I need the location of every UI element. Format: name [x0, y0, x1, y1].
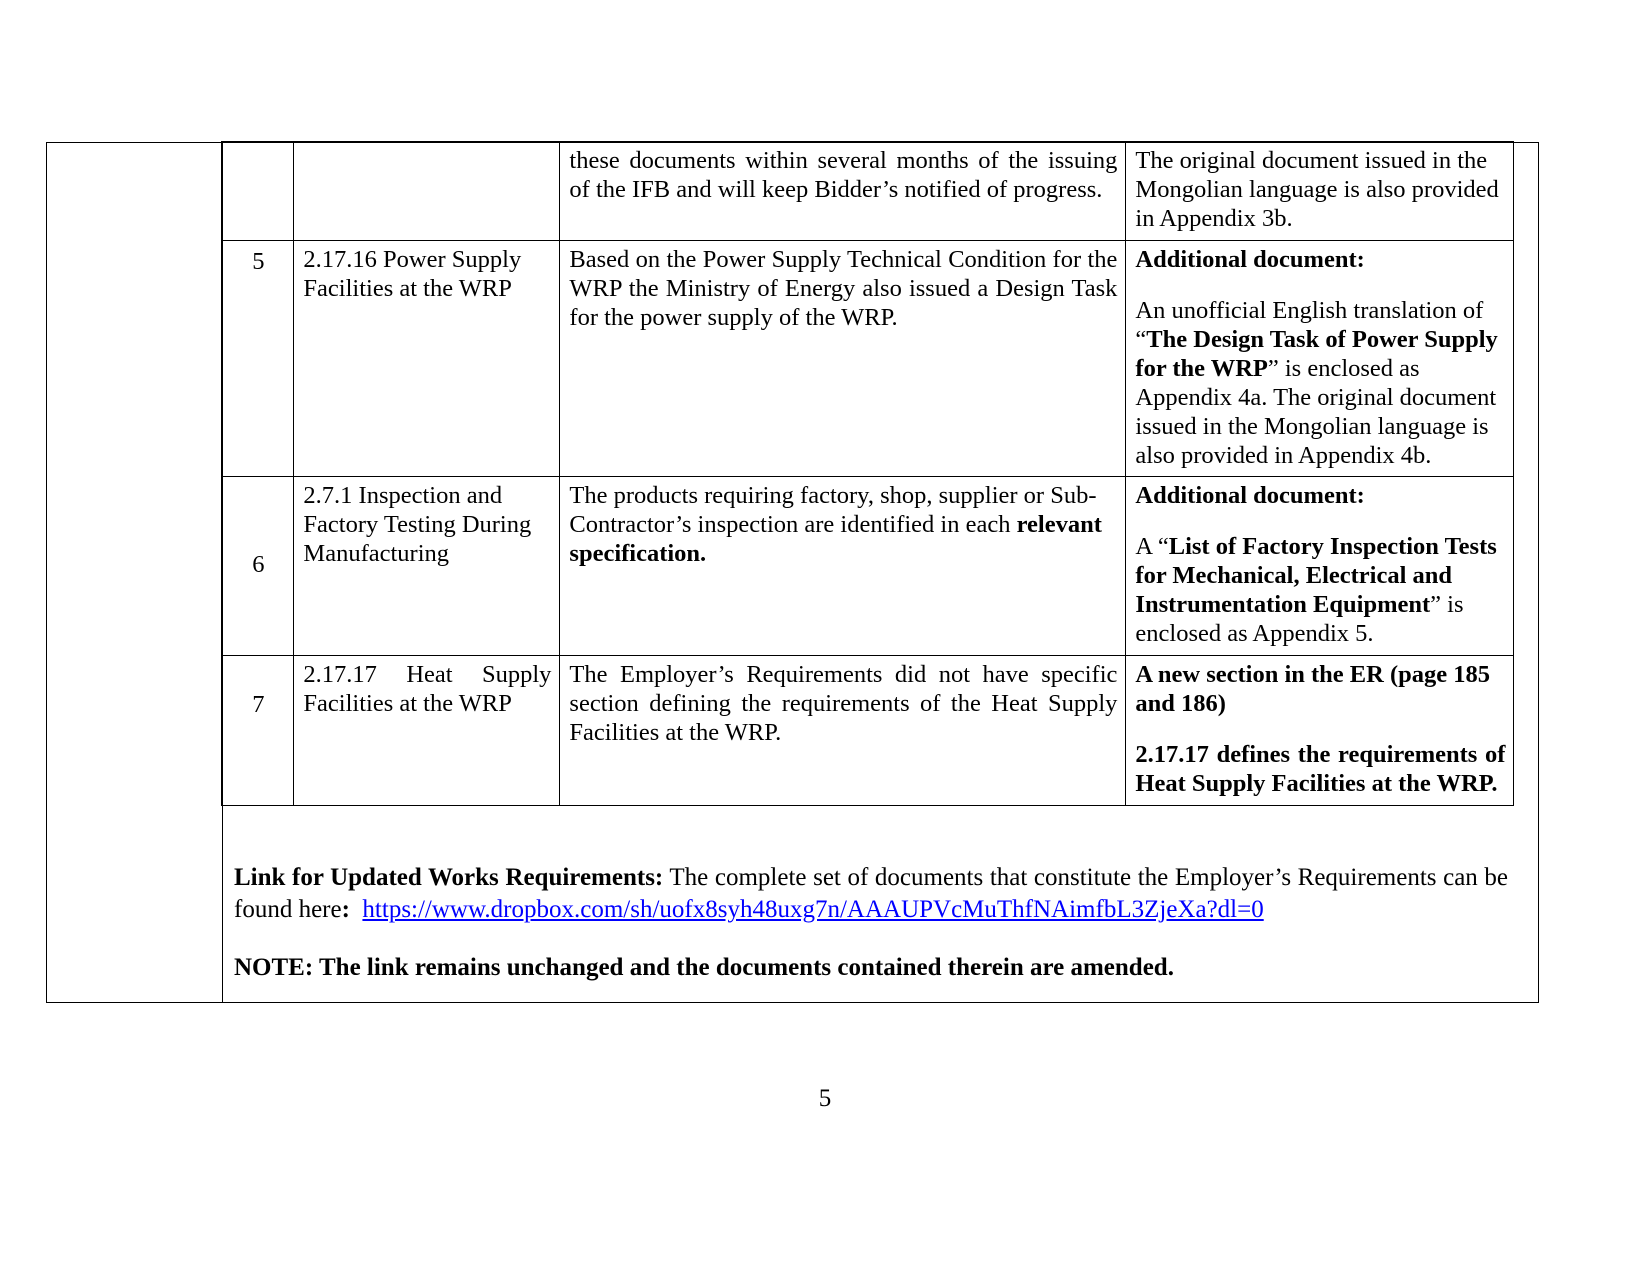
table-row	[222, 241, 1514, 477]
note-lead-label: NOTE:	[234, 953, 314, 981]
note-text-part2: ” is enclosed as Appendix 4a. The original document issued in the Mongolian language is also provided in Appendix 4b.	[1135, 354, 1497, 469]
table-row	[222, 477, 1514, 656]
row-description-cell: these documents within several months of the issuing of the IFB and will keep Bidder’s notified of progress.	[560, 142, 1126, 241]
link-paragraph	[234, 862, 1508, 926]
note-text-part1: A “	[1135, 533, 1169, 561]
note-heading: Additional document:	[1135, 246, 1365, 274]
row-note-cell	[1126, 241, 1514, 477]
row-number-cell: 5	[222, 241, 294, 477]
bottom-notes-block	[223, 806, 1538, 984]
link-paragraph-label: Link for Updated Works Requirements:	[234, 863, 664, 891]
row-reference-cell: 2.17.16 Power Supply Facilities at the WRP	[294, 241, 560, 477]
row-reference-cell: 2.7.1 Inspection and Factory Testing During Manufacturing	[294, 477, 560, 656]
note-text-bold1: List of Factory Inspection Tests for Mechanical, Electrical and Instrumentation Equipment	[1135, 533, 1497, 619]
row-note-cell	[1126, 656, 1514, 806]
description-part1: The products requiring factory, shop, supplier or Sub-Contractor’s inspection are identified in each	[569, 482, 1097, 539]
note-text-part1: An unofficial English translation of “	[1135, 297, 1484, 353]
outer-main-content-cell	[223, 143, 1539, 1003]
row-reference-cell: 2.17.17 Heat Supply Facilities at the WRP	[294, 656, 560, 806]
row-description-cell	[560, 477, 1126, 656]
dropbox-link[interactable]: https://www.dropbox.com/sh/uofx8syh48uxg7n/AAAUPVcMuThfNAimfbL3ZjeXa?dl=0	[362, 895, 1264, 923]
row-number-cell: 6	[222, 477, 294, 656]
row-description-cell: Based on the Power Supply Technical Condition for the WRP the Ministry of Energy also issued a Design Task for the power supply of the WRP.	[560, 241, 1126, 477]
note-text-bold1: The Design Task of Power Supply for the WRP	[1135, 325, 1498, 382]
link-paragraph-text: The complete set of documents that constitute the Employer’s Requirements can be found here	[234, 863, 1508, 923]
note-text-part2: ” is enclosed as Appendix 5.	[1135, 591, 1464, 648]
amendments-table	[221, 141, 1514, 805]
row-number-cell	[222, 142, 294, 241]
table-row	[222, 142, 1514, 241]
note-bold-line1: A new section in the ER (page 185 and 186)	[1135, 661, 1490, 717]
note-heading: Additional document:	[1135, 482, 1365, 510]
note-text: The original document issued in the Mongolian language is also provided in Appendix 3b.	[1135, 147, 1499, 233]
note-spacer	[1135, 719, 1505, 741]
note-paragraph-text: The link remains unchanged and the documents contained therein are amended.	[313, 953, 1174, 981]
note-bold-line2: 2.17.17 defines the requirements of Heat Supply Facilities at the WRP.	[1135, 740, 1506, 797]
page-number: 5	[818, 1085, 832, 1112]
row-note-cell	[1126, 142, 1514, 241]
outer-frame-row	[47, 143, 1539, 1003]
row-description-cell: The Employer’s Requirements did not have specific section defining the requirements of the Heat Supply Facilities at the WRP.	[560, 656, 1126, 806]
row-number-cell: 7	[222, 656, 294, 806]
note-paragraph	[234, 952, 1508, 984]
outer-frame-table	[46, 142, 1539, 1003]
note-spacer	[1135, 275, 1505, 297]
row-note-cell	[1126, 477, 1514, 656]
outer-left-empty-cell	[47, 143, 223, 1003]
note-spacer	[1135, 511, 1505, 533]
description-bold: relevant specification.	[569, 511, 1102, 568]
table-row	[222, 656, 1514, 806]
row-reference-cell	[294, 142, 560, 241]
link-paragraph-colon: :	[341, 895, 350, 923]
